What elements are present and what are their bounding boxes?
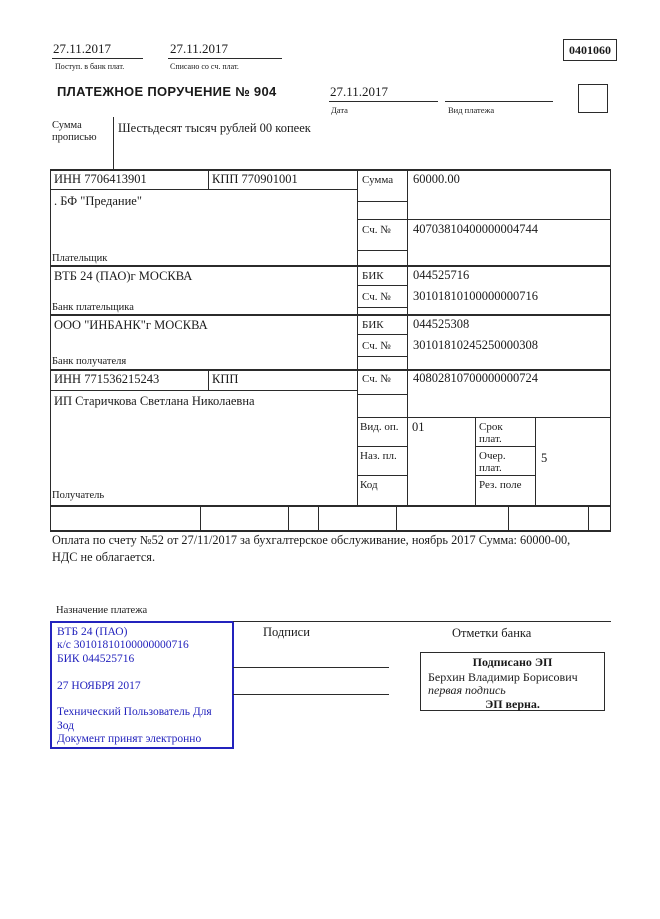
stamp-line: Технический Пользователь Для (57, 706, 212, 719)
ben-account-label-line (357, 394, 408, 395)
ben-bank-bik: 044525308 (413, 317, 470, 331)
op-priority-label: Очер. плат. (479, 450, 506, 474)
amount-in-words: Шестьдесят тысяч рублей 00 копеек (118, 121, 311, 135)
op-reserve-label: Рез. поле (479, 479, 522, 491)
signatures-top-line (233, 621, 611, 622)
stamp-line: к/с 30101810100000000716 (57, 639, 189, 652)
signature-line-2 (233, 694, 389, 695)
amount-words-label: Сумма прописью (52, 120, 97, 143)
esign-valid: ЭП верна. (485, 696, 540, 711)
opgrid-col4-line (535, 417, 536, 505)
document-date: 27.11.2017 (330, 84, 389, 99)
benbank-bik-label-line (357, 334, 408, 335)
ben-account: 40802810700000000724 (413, 371, 538, 385)
opgrid-row2-line-a (357, 475, 408, 476)
purpose-label: Назначение платежа (56, 605, 148, 616)
inn-row-line (50, 189, 358, 190)
bank-stamp-box (50, 621, 234, 749)
op-purpose-code-label: Наз. пл. (360, 450, 397, 462)
date-label: Дата (331, 105, 348, 115)
form-code: 0401060 (569, 43, 611, 57)
ben-account-label: Сч. № (362, 373, 391, 385)
opgrid-top-line (357, 417, 611, 418)
payer-bank-bik-label: БИК (362, 270, 384, 282)
esign-title: Подписано ЭП (472, 655, 553, 669)
payer-bank-account-label: Сч. № (362, 291, 391, 303)
payer-label: Плательщик (52, 253, 108, 264)
payer-kpp: КПП 770901001 (212, 172, 298, 186)
label-col-right-line (407, 169, 408, 505)
ben-inn-row-line (50, 390, 358, 391)
opgrid-col3-line (475, 417, 476, 505)
received-date-label: Поступ. в банк плат. (55, 62, 125, 71)
taxrow-div2 (288, 505, 289, 530)
sum-row-line (357, 219, 611, 220)
table-left-border (50, 169, 51, 530)
op-type-value: 01 (412, 420, 425, 434)
opgrid-row1-line-b (475, 446, 536, 447)
stamp-line: ВТБ 24 (ПАО) (57, 626, 128, 638)
payment-kind-label: Вид платежа (448, 105, 495, 115)
op-term-label: Срок плат. (479, 421, 503, 445)
ben-label: Получатель (52, 490, 105, 501)
sum-label-cell-line (357, 201, 408, 202)
sum-value: 60000.00 (413, 172, 460, 186)
payer-name: . БФ "Предание" (54, 194, 142, 208)
taxrow-div6 (588, 505, 589, 530)
date-underline (329, 101, 438, 102)
table-top-line (50, 169, 611, 171)
received-date-underline (52, 58, 143, 59)
esign-name: Берхин Владимир Борисович (428, 669, 578, 684)
opgrid-row2-line-b (475, 475, 536, 476)
ben-kpp: КПП (212, 372, 239, 386)
payment-kind-underline (445, 101, 553, 102)
payerbank-bik-label-line (357, 285, 408, 286)
payer-account-label: Сч. № (362, 224, 391, 236)
stamp-line: 27 НОЯБРЯ 2017 (57, 679, 141, 692)
ben-bank-name: ООО "ИНБАНК"г МОСКВА (54, 318, 208, 332)
sum-label: Сумма (362, 174, 394, 186)
payer-bank-bik: 044525716 (413, 268, 470, 282)
form-code-box (563, 39, 617, 61)
debited-date-label: Списано со сч. плат. (170, 62, 239, 71)
payer-bank-account: 30101810100000000716 (413, 289, 538, 303)
debited-date: 27.11.2017 (170, 41, 229, 56)
op-priority-value: 5 (541, 451, 548, 465)
ben-bank-label: Банк получателя (52, 356, 127, 367)
ben-inn-kpp-divider (208, 369, 209, 391)
purpose-text: Оплата по счету №52 от 27/11/2017 за бухгалтерское обслуживание, ноябрь 2017 Сумма: 60000-00, НДС не облагается. (52, 533, 571, 564)
op-code-label: Код (360, 479, 378, 491)
payer-bank-label: Банк плательщика (52, 302, 134, 313)
receiver-section-line (50, 505, 611, 507)
stamp-line (57, 666, 232, 679)
ben-inn: ИНН 771536215243 (54, 372, 160, 386)
payment-kind-box (578, 84, 608, 113)
label-col-left-line (357, 169, 358, 505)
taxrow-div4 (396, 505, 397, 530)
ben-bank-account: 30101810245250000308 (413, 338, 538, 352)
payer-account-label-line (357, 250, 408, 251)
payer-section-line (50, 265, 611, 267)
taxrow-div1 (200, 505, 201, 530)
stamp-line (57, 693, 232, 706)
received-date: 27.11.2017 (53, 41, 112, 56)
stamp-line: Документ принят электронно (57, 733, 202, 746)
opgrid-row1-line-a (357, 446, 408, 447)
payerbank-section-line (50, 314, 611, 316)
taxrow-div3 (318, 505, 319, 530)
ben-name: ИП Старичкова Светлана Николаевна (54, 394, 255, 408)
inn-kpp-divider (208, 169, 209, 190)
op-type-label: Вид. оп. (360, 421, 399, 433)
signature-line-1 (233, 667, 389, 668)
debited-date-underline (168, 58, 282, 59)
payer-account: 40703810400000004744 (413, 222, 538, 236)
table-right-border (610, 169, 611, 530)
amount-words-divider (113, 117, 114, 170)
payer-bank-name: ВТБ 24 (ПАО)г МОСКВА (54, 269, 193, 283)
taxrow-div5 (508, 505, 509, 530)
benbank-account-label-line (357, 356, 408, 357)
payerbank-account-label-line (357, 307, 408, 308)
ben-bank-account-label: Сч. № (362, 340, 391, 352)
ben-bank-bik-label: БИК (362, 319, 384, 331)
payer-inn: ИНН 7706413901 (54, 172, 147, 186)
stamp-line: Зод (57, 719, 75, 732)
bank-marks-label: Отметки банка (452, 626, 532, 640)
esign-box (420, 652, 605, 711)
document-title: ПЛАТЕЖНОЕ ПОРУЧЕНИЕ № 904 (57, 84, 277, 99)
signatures-label: Подписи (263, 625, 310, 639)
esign-role: первая подпись (428, 683, 506, 697)
stamp-line: БИК 044525716 (57, 652, 135, 665)
